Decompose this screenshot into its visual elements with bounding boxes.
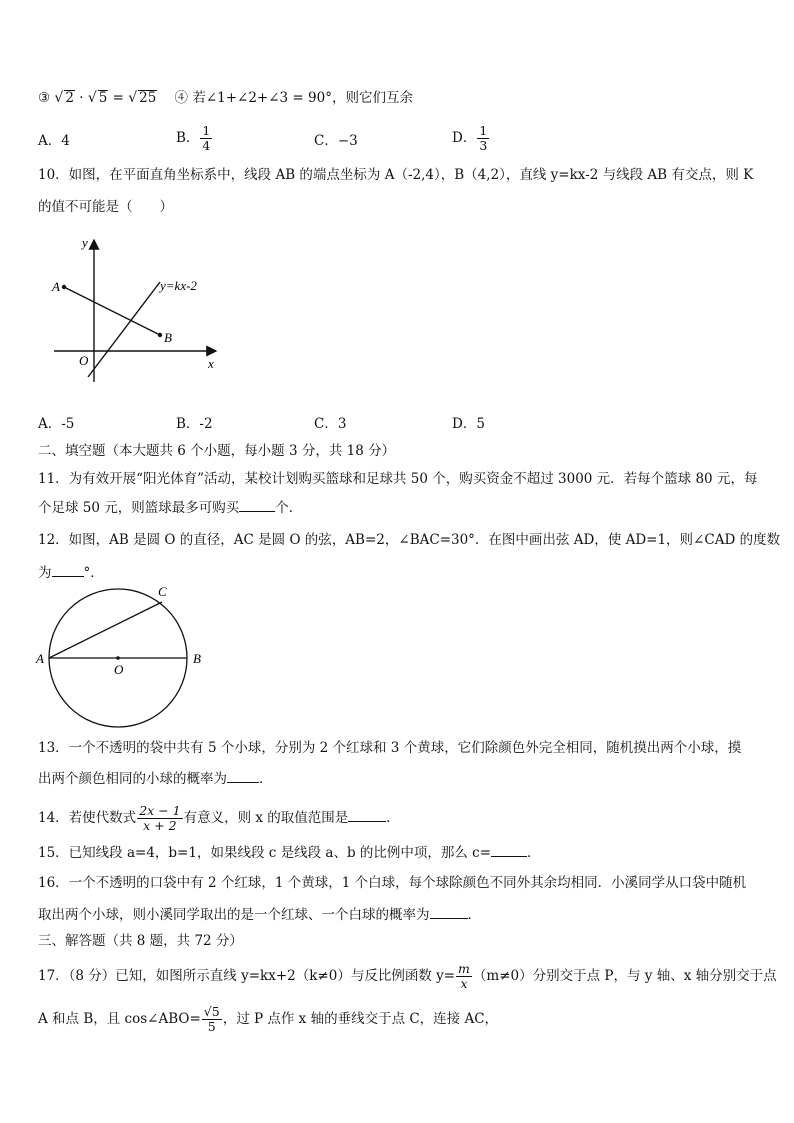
q9-circ4: ④ — [174, 90, 189, 106]
q11-text-line1: 11．为有效开展“阳光体育”活动，某校计划购买篮球和足球共 50 个，购买资金不超过 3000 元．若每个篮球 80 元，每 — [38, 471, 758, 487]
option-value: -2 — [199, 416, 213, 432]
point-b-dot — [158, 333, 162, 337]
q13-text-line1: 13．一个不透明的袋中共有 5 个小球，分别为 2 个红球和 3 个黄球，它们除颜色外完全相同，随机摸出两个小球，摸 — [38, 740, 742, 756]
point-a-dot — [62, 285, 66, 289]
q12-figure — [34, 582, 214, 732]
q9-radicand-3: 25 — [139, 90, 157, 106]
y-axis-label: y — [82, 235, 88, 250]
segment-ab — [64, 287, 160, 335]
q9-equals: = — [112, 90, 129, 106]
option-value: 5 — [476, 416, 485, 432]
q11-text: 个足球 50 元，则篮球最多可购买 — [38, 500, 240, 516]
q17-text-a: 17．（8 分）已知，如图所示直线 y=kx+2（k≠0）与反比例函数 y= — [38, 968, 456, 984]
q9-option-d[interactable] — [452, 124, 490, 153]
option-label: D． — [452, 130, 477, 146]
q13-text-end: ． — [259, 771, 273, 787]
label-c: C — [158, 584, 167, 599]
q16-text: 取出两个小球，则小溪同学取出的是一个红球、一个白球的概率为 — [38, 907, 430, 923]
q17-text-d: ，过 P 点作 x 轴的垂线交于点 C，连接 AC， — [222, 1011, 499, 1027]
q10-text-line1: 10．如图，在平面直角坐标系中，线段 AB 的端点坐标为 A（-2,4），B（4,2），直线 y=kx-2 与线段 AB 有交点，则 K — [38, 167, 754, 183]
q10-figure — [50, 232, 225, 384]
q9-dot: · — [79, 90, 84, 106]
q13-answer-blank[interactable] — [227, 768, 259, 783]
section-2-heading: 二、填空题（本大题共 6 个小题，每小题 3 分，共 18 分） — [38, 443, 396, 459]
q11-answer-blank[interactable] — [239, 497, 275, 512]
option-label: C． — [314, 416, 338, 432]
sqrt-sign: √ — [128, 90, 138, 106]
label-o: O — [114, 662, 124, 677]
q10-option-d[interactable] — [452, 414, 485, 434]
point-b-label: B — [164, 330, 172, 345]
q14-text — [38, 804, 400, 833]
q12-text-line1: 12．如图，AB 是圆 O 的直径，AC 是圆 O 的弦，AB=2，∠BAC=30°．在图中画出弦 AD，使 AD=1，则∠CAD 的度数 — [38, 532, 781, 548]
q15-text-a: 15．已知线段 a=4，b=1，如果线段 c 是线段 a、b 的比例中项，那么 c= — [38, 845, 492, 861]
option-fraction: $\frac{1}{4}$ — [202, 123, 211, 153]
q15-text-end: ． — [527, 845, 541, 861]
q11-text-line2 — [38, 497, 302, 518]
option-value: −3 — [337, 133, 358, 149]
q17-text-line1 — [38, 962, 777, 991]
center-dot — [116, 656, 120, 660]
q9-circ3: ③ — [38, 90, 51, 106]
q15-answer-blank[interactable] — [491, 842, 527, 857]
x-axis-label: x — [208, 356, 214, 371]
q17-text-c: A 和点 B，且 cos∠ABO= — [38, 1011, 201, 1027]
q14-answer-blank[interactable] — [348, 807, 386, 822]
q16-text-line2 — [38, 904, 481, 925]
q12-text-end: °． — [83, 565, 104, 581]
q17-text-b: （m≠0）分别交于点 P，与 y 轴、x 轴分别交于点 — [472, 968, 777, 984]
option-fraction: $\frac{1}{3}$ — [479, 123, 488, 153]
option-label: A． — [38, 133, 62, 149]
q11-text-end: 个． — [275, 500, 303, 516]
option-label: B． — [176, 130, 200, 146]
q9-radicand-1: 2 — [65, 90, 74, 106]
q17-fraction-mx: $\frac{m}{x}$ — [458, 961, 470, 991]
q10-option-a[interactable] — [38, 414, 74, 434]
q14-text-a: 14．若使代数式 — [38, 810, 137, 826]
q15-text — [38, 842, 541, 863]
q16-text-end: ． — [467, 907, 481, 923]
option-label: B． — [176, 416, 200, 432]
option-value: 3 — [337, 416, 347, 432]
q9-option-c[interactable] — [314, 131, 358, 151]
option-value: -5 — [61, 416, 75, 432]
option-label: C． — [314, 133, 338, 149]
point-a-label: A — [52, 279, 60, 294]
sqrt-sign: √ — [87, 90, 97, 106]
q9-statements — [38, 88, 413, 108]
chord-ac — [49, 602, 162, 658]
q17-text-line2 — [38, 1005, 498, 1034]
q14-fraction: $\frac{2x - 1}{x + 2}$ — [139, 803, 181, 833]
q12-text-line2 — [38, 562, 104, 583]
q9-statement-4: 若∠1+∠2+∠3 = 90°，则它们互余 — [192, 90, 413, 106]
line-label: y=kx-2 — [160, 278, 197, 293]
q10-option-c[interactable] — [314, 414, 346, 434]
q9-radicand-2: 5 — [98, 90, 108, 106]
label-b: B — [193, 651, 201, 666]
q12-answer-blank[interactable] — [52, 562, 84, 577]
label-a: A — [36, 651, 44, 666]
q9-option-a[interactable] — [38, 131, 70, 151]
q14-text-end: ． — [386, 810, 400, 826]
option-value: 4 — [61, 133, 70, 149]
q13-text: 出两个颜色相同的小球的概率为 — [38, 771, 227, 787]
q12-text: 为 — [38, 565, 52, 581]
q14-text-b: 有意义，则 x 的取值范围是 — [183, 810, 349, 826]
q16-answer-blank[interactable] — [430, 904, 468, 919]
sqrt-sign: √ — [54, 90, 64, 106]
q13-text-line2 — [38, 768, 273, 789]
option-label: A． — [38, 416, 62, 432]
q17-fraction-cos: $\frac{√5}{5}$ — [203, 1004, 220, 1034]
origin-label: O — [79, 353, 89, 368]
option-label: D． — [452, 416, 477, 432]
q10-text-line2: 的值不可能是（ ） — [38, 199, 173, 215]
q10-option-b[interactable] — [176, 414, 213, 434]
q9-option-b[interactable] — [176, 124, 213, 153]
q16-text-line1: 16．一个不透明的口袋中有 2 个红球，1 个黄球，1 个白球，每个球除颜色不同外其余均相同．小溪同学从口袋中随机 — [38, 875, 747, 891]
section-3-heading: 三、解答题（共 8 题，共 72 分） — [38, 933, 243, 949]
